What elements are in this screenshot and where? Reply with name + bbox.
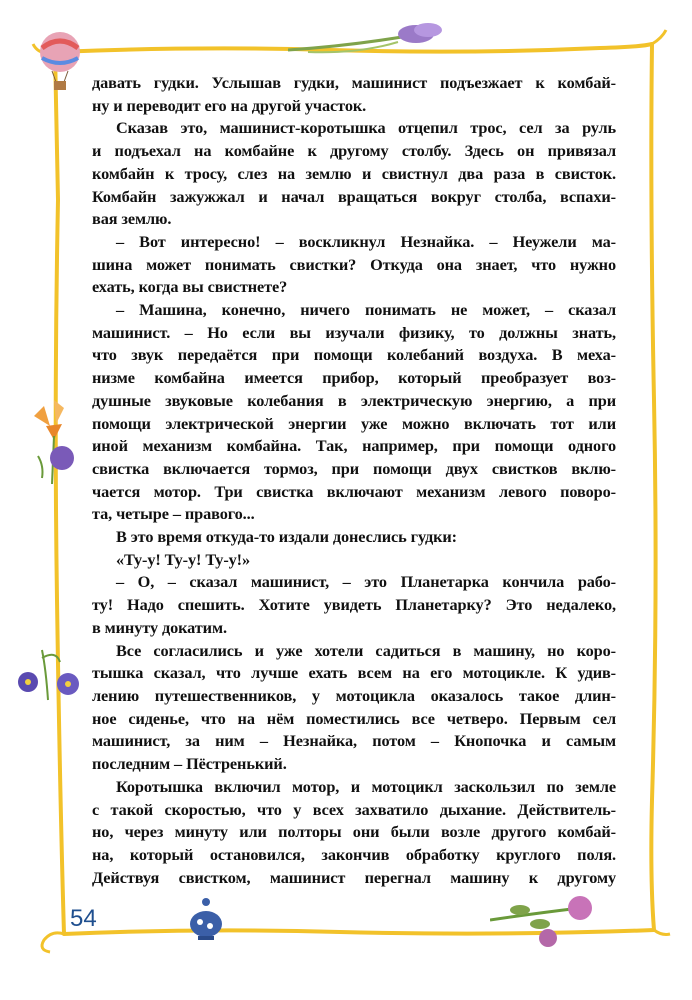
text-line: – О, – сказал машинист, – это Планетарка кончила рабо- [116,572,616,592]
text-line: ну и переводит его на другой участок. [92,95,367,115]
text-line: чается мотор. Три свистка включают механизм левого поворо- [92,481,616,501]
text-line: машинист. – Но если вы изучали физику, то должны знать, [92,322,616,342]
text-line: что звук передаётся при помощи колебаний воздуха. В меха- [92,345,616,365]
text-line: ное сиденье, что на нём поместились все четверо. Первым сел [92,708,616,728]
text-line: и подъехал на комбайне к другому столбу. Здесь он привязал [92,141,616,161]
text-line: последним – Пёстренький. [92,754,287,774]
text-line: давать гудки. Услышав гудки, машинист подъезжает к комбай- [92,73,616,92]
text-line: – Вот интересно! – воскликнул Незнайка. – Неужели ма- [116,231,616,251]
balloon-illustration [30,26,90,94]
text-line: та, четыре – правого... [92,504,255,524]
text-line: свистка включается тормоз, при помощи двух свистков вклю- [92,458,616,478]
text-line: ту! Надо спешить. Хотите увидеть Планетарку? Это недалеко, [92,595,616,615]
text-line: душные звуковые колебания в электрическую энергию, а при [92,390,616,410]
pansy-illustration [12,640,86,710]
text-line: ехать, когда вы свистнете? [92,277,288,297]
text-line: машинист, за ним – Незнайка, потом – Кнопочка и самым [92,731,616,751]
text-line: иной механизм комбайна. Так, например, при помощи одного [92,436,616,456]
text-line: В это время откуда-то издали донеслись гудки: [116,527,457,547]
text-line: Коротышка включил мотор, и мотоцикл заскользил по земле [116,776,616,796]
lily-illustration [24,396,84,486]
text-line: комбайн к тросу, слез на землю и свистнул два раза в свисток. [92,163,616,183]
text-line: с такой скоростью, что у всех захватило дыхание. Действитель- [92,799,616,819]
text-line: но, через минуту или полторы они были возле другого комбай- [92,822,616,842]
text-line: «Ту-у! Ту-у! Ту-у!» [116,549,251,569]
teapot-illustration [184,896,228,946]
crocus-illustration [288,18,448,68]
text-line: тышка сказал, что лучше ехать всем на его мотоцикле. К удив- [92,663,616,683]
text-line: Сказав это, машинист-коротышка отцепил трос, сел за руль [116,118,616,138]
text-line: шина может понимать свистки? Откуда она знает, что нужно [92,254,616,274]
page-text [92,72,616,889]
text-line: – Машина, конечно, ничего понимать не может, – сказал [116,300,616,320]
page-number: 54 [70,905,97,932]
text-line: на, который остановился, закончив обработку круглого поля. [92,844,616,864]
text-line: в минуту докатим. [92,617,227,637]
text-line: помощи электрической энергии уже можно включать тот или [92,413,616,433]
text-line: Комбайн зажужжал и начал вращаться вокруг столба, вспахи- [92,186,616,206]
text-line: лению путешественников, у мотоцикла оказалось такое длин- [92,685,616,705]
text-line: Все согласились и уже хотели садиться в машину, но коро- [116,640,616,660]
text-line: вая землю. [92,209,172,229]
clover-illustration [490,890,600,950]
text-line: Действуя свистком, машинист перегнал машину к другому [92,867,616,887]
text-line: низме комбайна имеется прибор, который преобразует воз- [92,368,616,388]
